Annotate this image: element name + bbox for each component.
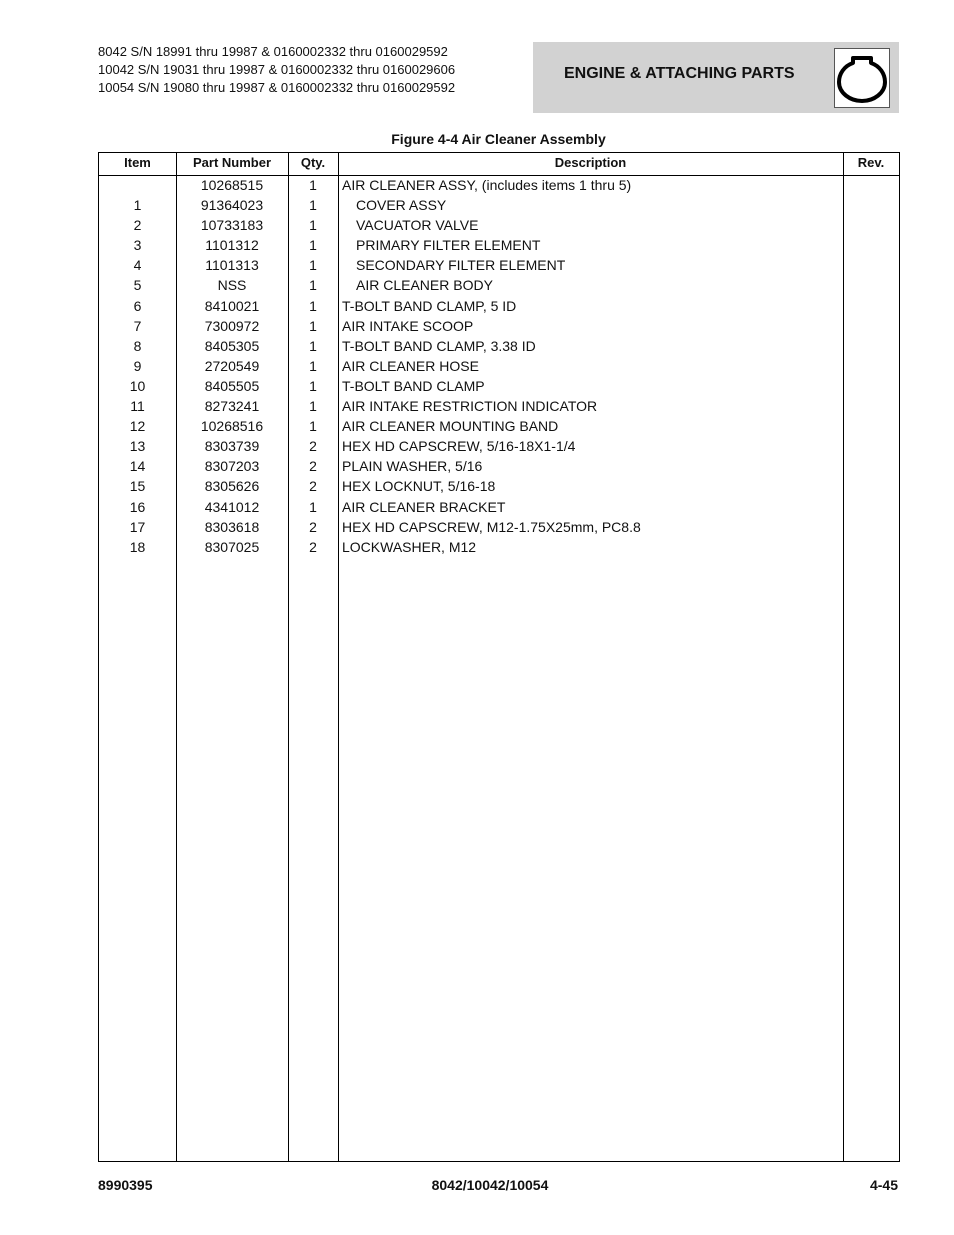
table-row (99, 297, 899, 317)
table-row (99, 518, 899, 538)
table-row (99, 256, 899, 276)
footer-page-number: 4-45 (869, 1177, 898, 1193)
section-header-box (533, 42, 899, 113)
figure-title: Figure 4-4 Air Cleaner Assembly (391, 131, 606, 147)
table-row (99, 276, 899, 296)
section-title: ENGINE & ATTACHING PARTS (564, 65, 795, 82)
item-cell: 15 (129, 478, 146, 495)
item-cell: 2 (133, 217, 142, 234)
part-number-cell: 10733183 (200, 217, 264, 234)
part-number-cell: 1101312 (205, 237, 259, 254)
table-row (99, 538, 899, 558)
qty-cell: 1 (309, 357, 317, 374)
header-item: Item (124, 155, 151, 170)
item-cell: 14 (129, 458, 146, 475)
footer-document-number: 8990395 (98, 1177, 153, 1193)
item-cell: 5 (133, 277, 142, 294)
footer-model-numbers: 8042/10042/10054 (431, 1177, 549, 1193)
table-row (99, 216, 899, 236)
table-row (99, 417, 899, 437)
part-number-cell: 8303739 (204, 438, 260, 455)
item-cell: 8 (133, 337, 142, 354)
qty-cell: 1 (309, 377, 317, 394)
description-cell: T-BOLT BAND CLAMP, 5 ID (342, 297, 517, 314)
qty-cell: 1 (309, 317, 317, 334)
description-cell: COVER ASSY (356, 197, 447, 214)
part-number-cell: 4341012 (204, 498, 260, 515)
item-cell: 13 (129, 438, 146, 455)
qty-cell: 1 (309, 297, 317, 314)
description-cell: AIR CLEANER HOSE (342, 357, 479, 374)
description-cell: LOCKWASHER, M12 (342, 538, 477, 555)
part-number-cell: 8410021 (204, 297, 260, 314)
part-number-cell: 8405505 (204, 377, 260, 394)
part-number-cell: 8307203 (204, 458, 260, 475)
item-cell: 6 (133, 297, 142, 314)
qty-cell: 2 (309, 518, 317, 535)
qty-cell: 1 (309, 337, 317, 354)
part-number-cell: 91364023 (200, 197, 264, 214)
part-number-cell: 10268515 (200, 177, 264, 193)
serial-line-10054: 10054 S/N 19080 thru 19987 & 0160002332 thru 0160029592 (98, 80, 456, 95)
qty-cell: 2 (309, 438, 317, 455)
serial-line-8042: 8042 S/N 18991 thru 19987 & 0160002332 thru 0160029592 (98, 44, 448, 59)
part-number-cell: 7300972 (204, 317, 260, 334)
description-cell: VACUATOR VALVE (356, 217, 479, 234)
qty-cell: 1 (309, 177, 317, 193)
header-qty: Qty. (300, 155, 326, 170)
part-number-cell: 10268516 (200, 418, 264, 435)
table-body (99, 176, 899, 558)
item-cell: 10 (129, 377, 146, 394)
part-number-cell: 8303618 (204, 518, 260, 535)
item-cell: 12 (129, 418, 146, 435)
qty-cell: 1 (309, 498, 317, 515)
qty-cell: 1 (309, 257, 317, 274)
item-cell: 18 (129, 538, 146, 555)
description-cell: HEX HD CAPSCREW, M12-1.75X25mm, PC8.8 (342, 518, 641, 535)
engine-outline-icon (834, 48, 890, 108)
qty-cell: 1 (309, 237, 317, 254)
description-cell: AIR CLEANER BRACKET (342, 498, 506, 515)
table-row (99, 196, 899, 216)
header-rev: Rev. (857, 155, 885, 170)
description-cell: AIR INTAKE SCOOP (342, 317, 474, 334)
header-part-number: Part Number (192, 155, 272, 170)
header-description: Description (554, 155, 627, 170)
table-row (99, 377, 899, 397)
description-cell: AIR CLEANER BODY (356, 277, 493, 294)
description-cell: AIR INTAKE RESTRICTION INDICATOR (342, 398, 598, 415)
part-number-cell: 1101313 (205, 257, 259, 274)
table-row (99, 477, 899, 497)
description-cell: AIR CLEANER MOUNTING BAND (342, 418, 559, 435)
part-number-cell: 8305626 (204, 478, 260, 495)
qty-cell: 1 (309, 277, 317, 294)
description-cell: HEX LOCKNUT, 5/16-18 (342, 478, 496, 495)
description-cell: PLAIN WASHER, 5/16 (342, 458, 483, 475)
table-row (99, 357, 899, 377)
description-cell: HEX HD CAPSCREW, 5/16-18X1-1/4 (342, 438, 576, 455)
item-cell: 11 (130, 398, 145, 415)
item-cell: 1 (133, 197, 142, 214)
part-number-cell: 8273241 (204, 398, 260, 415)
description-cell: PRIMARY FILTER ELEMENT (356, 237, 541, 254)
item-cell: 7 (133, 317, 142, 334)
table-row (99, 176, 899, 196)
table-row (99, 498, 899, 518)
description-cell: SECONDARY FILTER ELEMENT (356, 257, 566, 274)
item-cell: 9 (133, 357, 142, 374)
parts-table (98, 152, 900, 1162)
part-number-cell: 2720549 (204, 357, 260, 374)
table-row (99, 437, 899, 457)
table-row (99, 317, 899, 337)
qty-cell: 1 (309, 398, 317, 415)
item-cell: 17 (129, 518, 146, 535)
qty-cell: 1 (309, 418, 317, 435)
description-cell: T-BOLT BAND CLAMP, 3.38 ID (342, 337, 536, 354)
table-row (99, 397, 899, 417)
serial-line-10042: 10042 S/N 19031 thru 19987 & 0160002332 thru 0160029606 (98, 62, 456, 77)
table-row (99, 457, 899, 477)
part-number-cell: 8307025 (204, 538, 260, 555)
description-cell: AIR CLEANER ASSY, (includes items 1 thru 5) (342, 177, 632, 193)
description-cell: T-BOLT BAND CLAMP (342, 377, 485, 394)
qty-cell: 2 (309, 478, 317, 495)
serial-number-block (98, 43, 455, 97)
part-number-cell: 8405305 (204, 337, 260, 354)
table-row (99, 236, 899, 256)
item-cell: 16 (129, 498, 146, 515)
qty-cell: 2 (309, 458, 317, 475)
item-cell: 3 (133, 237, 142, 254)
qty-cell: 2 (309, 538, 317, 555)
part-number-cell: NSS (217, 277, 247, 294)
qty-cell: 1 (309, 217, 317, 234)
item-cell: 4 (133, 257, 142, 274)
qty-cell: 1 (309, 197, 317, 214)
table-row (99, 337, 899, 357)
